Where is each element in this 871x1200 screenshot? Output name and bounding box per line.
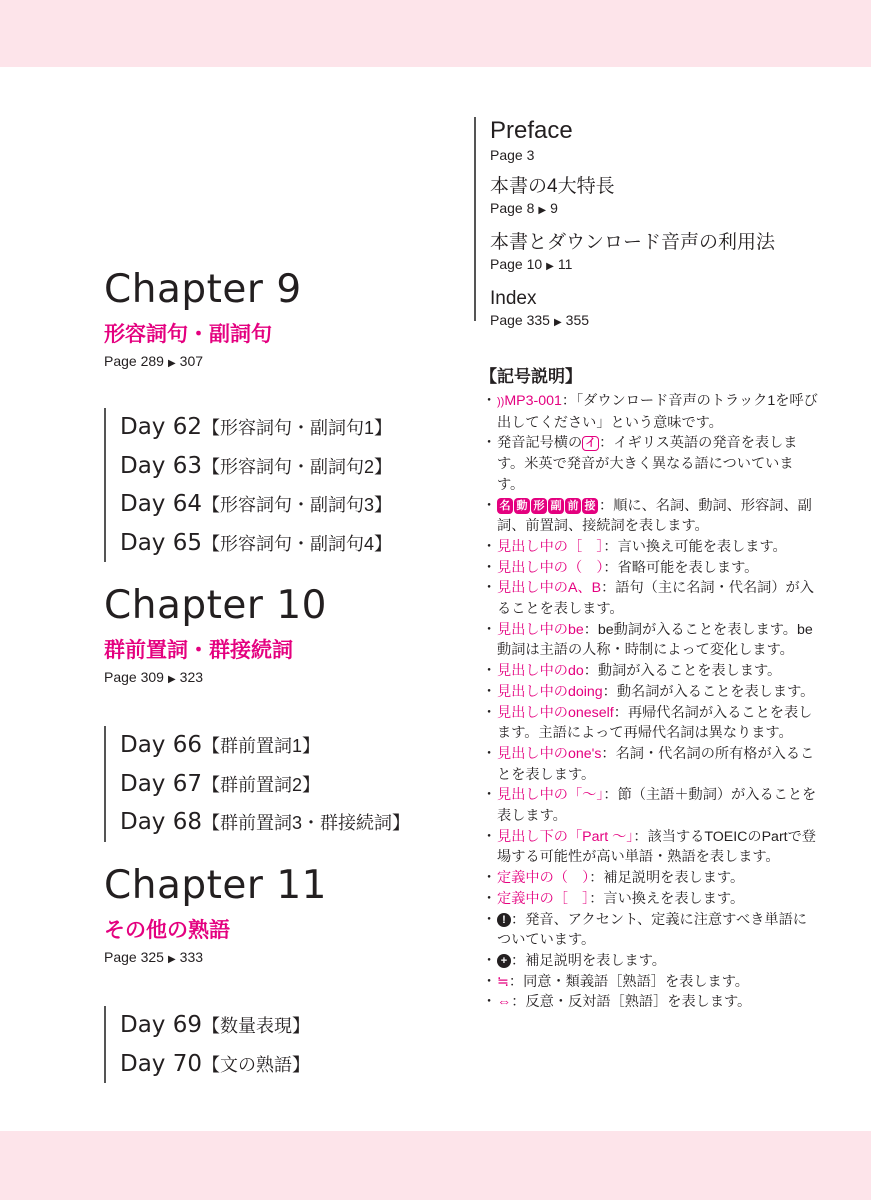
plus-icon: + — [497, 954, 511, 968]
adverb-badge: 副 — [548, 498, 564, 514]
toc-page — [490, 311, 850, 332]
day-number: Day 68 — [120, 809, 202, 835]
page-end: 355 — [565, 312, 590, 328]
speaker-icon: )) — [497, 396, 505, 408]
legend-item: ・ + ：補足説明を表します。 — [482, 952, 666, 969]
chapter-9 — [104, 268, 464, 373]
day-item[interactable] — [120, 485, 392, 524]
page-start: Page 8 — [490, 200, 535, 216]
day-topic: 【文の熟語】 — [202, 1054, 310, 1075]
day-list — [104, 408, 392, 562]
legend-item: ・ 見出し中のone's：名詞・代名詞の所有格が入ることを表します。 — [482, 745, 815, 783]
chapter-subtitle: 群前置詞・群接続詞 — [104, 639, 293, 662]
top-band — [0, 0, 871, 67]
legend-item: ・ 見出し下の「Part 〜」：該当するTOEICのPartで登場する可能性が高い単語・熟語を表します。 — [482, 828, 816, 866]
legend-item: ・ 定義中の［ ］：言い換えを表します。 — [482, 890, 745, 907]
chapter-page-range — [104, 668, 464, 689]
legend-item: ・ 定義中の（ ）：補足説明を表します。 — [482, 870, 745, 887]
page-end: 307 — [179, 353, 204, 369]
arrow-right-icon: ▶ — [546, 261, 554, 272]
day-item[interactable] — [120, 447, 392, 486]
exclamation-icon: ! — [497, 913, 511, 927]
day-item[interactable] — [120, 765, 410, 804]
chapter-page-range — [104, 948, 464, 969]
page-end: 333 — [179, 949, 204, 965]
legend-item: ・ 見出し中のdoing：動名詞が入ることを表します。 — [482, 683, 815, 700]
toc-item[interactable] — [490, 232, 850, 276]
day-topic: 【形容詞句・副詞句1】 — [202, 418, 393, 438]
legend-item: ・ ))MP3-001：「ダウンロード音声のトラック1を呼び出してください」という意味です。 — [482, 393, 818, 431]
day-number: Day 69 — [120, 1012, 202, 1038]
day-item[interactable] — [120, 726, 410, 765]
day-number: Day 67 — [120, 770, 202, 797]
page-end: 323 — [179, 669, 204, 685]
toc-title: Preface — [490, 117, 573, 144]
day-topic: 【形容詞句・副詞句2】 — [202, 456, 393, 477]
arrow-right-icon: ▶ — [167, 358, 176, 369]
day-item[interactable] — [120, 803, 410, 842]
chapter-subtitle: 形容詞句・副詞句 — [104, 323, 272, 346]
legend-item: ・ ⇔：反意・反対語［熟語］を表します。 — [482, 994, 752, 1011]
legend-item: ・ ≒：同意・類義語［熟語］を表します。 — [482, 973, 749, 990]
toc-title: Index — [490, 288, 537, 309]
day-item[interactable] — [120, 1045, 310, 1084]
conjunction-badge: 接 — [582, 498, 598, 514]
toc-item[interactable] — [490, 117, 850, 164]
toc-item[interactable] — [490, 176, 850, 220]
chapter-subtitle: その他の熟語 — [104, 919, 230, 942]
noun-badge: 名 — [497, 498, 513, 514]
arrow-right-icon: ▶ — [538, 205, 547, 216]
day-topic: 【数量表現】 — [202, 1016, 310, 1036]
legend-item: ・ ! ：発音、アクセント、定義に注意すべき単語についています。 — [482, 911, 807, 949]
legend-item: ・ 見出し中のbe：be動詞が入ることを表します。be動詞は主語の人称・時制によって変化します。 — [482, 621, 813, 659]
day-item[interactable] — [120, 1006, 310, 1045]
chapter-title: Chapter 10 — [104, 583, 327, 628]
toc-title: 本書とダウンロード音声の利用法 — [490, 232, 776, 253]
toc-item[interactable] — [490, 288, 850, 332]
page-start: Page 309 — [104, 669, 164, 685]
legend-item: ・ 見出し中の（ ）：省略可能を表します。 — [482, 559, 759, 576]
legend-item: ・ 見出し中の［ ］：言い換え可能を表します。 — [482, 538, 787, 555]
day-list — [104, 1006, 310, 1083]
page-end: 11 — [557, 256, 573, 272]
toc-page — [490, 255, 850, 276]
toc-page — [490, 146, 850, 164]
verb-badge: 動 — [514, 498, 530, 514]
day-topic: 【形容詞句・副詞句4】 — [202, 533, 393, 554]
day-topic: 【群前置詞3・群接続詞】 — [202, 813, 411, 833]
day-number: Day 66 — [120, 732, 202, 758]
page-start: Page 325 — [104, 949, 164, 965]
approx-equal-icon: ≒ — [497, 973, 509, 990]
double-arrow-icon: ⇔ — [497, 994, 512, 1011]
day-number: Day 65 — [120, 529, 202, 556]
page-start: Page 289 — [104, 353, 164, 369]
chapter-title: Chapter 9 — [104, 267, 302, 312]
day-item[interactable] — [120, 524, 392, 563]
arrow-right-icon: ▶ — [167, 954, 176, 965]
legend-item: ・ 発音記号横の イ ：イギリス英語の発音を表します。米英で発音が大きく異なる語についています。 — [482, 435, 798, 493]
page-end: 9 — [550, 200, 558, 216]
arrow-right-icon: ▶ — [553, 317, 562, 328]
arrow-right-icon: ▶ — [167, 674, 176, 685]
page-start: Page 3 — [490, 147, 535, 163]
day-list — [104, 726, 410, 842]
chapter-11 — [104, 864, 464, 969]
legend-item: ・ 見出し中のoneself：再帰代名詞が入ることを表します。主語によって再帰代名詞は異なります。 — [482, 704, 813, 742]
legend-item: ・ 見出し中の「〜」：節（主語＋動詞）が入ることを表します。 — [482, 787, 817, 825]
day-number: Day 64 — [120, 491, 202, 517]
legend-item: ・ 見出し中のA、B：語句（主に名詞・代名詞）が入ることを表します。 — [482, 580, 814, 618]
toc-page — [490, 199, 850, 220]
day-topic: 【形容詞句・副詞句3】 — [202, 495, 393, 515]
day-number: Day 62 — [120, 414, 202, 440]
legend-item: ・ 見出し中のdo：動詞が入ることを表します。 — [482, 663, 782, 680]
day-topic: 【群前置詞2】 — [202, 774, 321, 795]
bottom-band — [0, 1131, 871, 1200]
legend-heading: 【記号説明】 — [480, 367, 582, 386]
adjective-badge: 形 — [531, 498, 547, 514]
chapter-title: Chapter 11 — [104, 863, 327, 908]
uk-pronunciation-badge: イ — [582, 436, 599, 451]
symbol-legend — [480, 366, 820, 1013]
front-matter-toc — [474, 117, 850, 328]
legend-item: ・ 名 動 形 副 前 接 ：順に、名詞、動詞、形容詞、副詞、前置詞、接続詞を表します。 — [482, 497, 812, 535]
chapter-page-range — [104, 352, 464, 373]
day-topic: 【群前置詞1】 — [202, 736, 321, 756]
day-number: Day 63 — [120, 452, 202, 479]
chapter-10 — [104, 584, 464, 689]
page-start: Page 10 — [490, 256, 543, 272]
day-item[interactable] — [120, 408, 392, 447]
day-number: Day 70 — [120, 1050, 202, 1077]
page-start: Page 335 — [490, 312, 550, 328]
toc-title: 本書の4大特長 — [490, 176, 615, 197]
preposition-badge: 前 — [565, 498, 581, 514]
